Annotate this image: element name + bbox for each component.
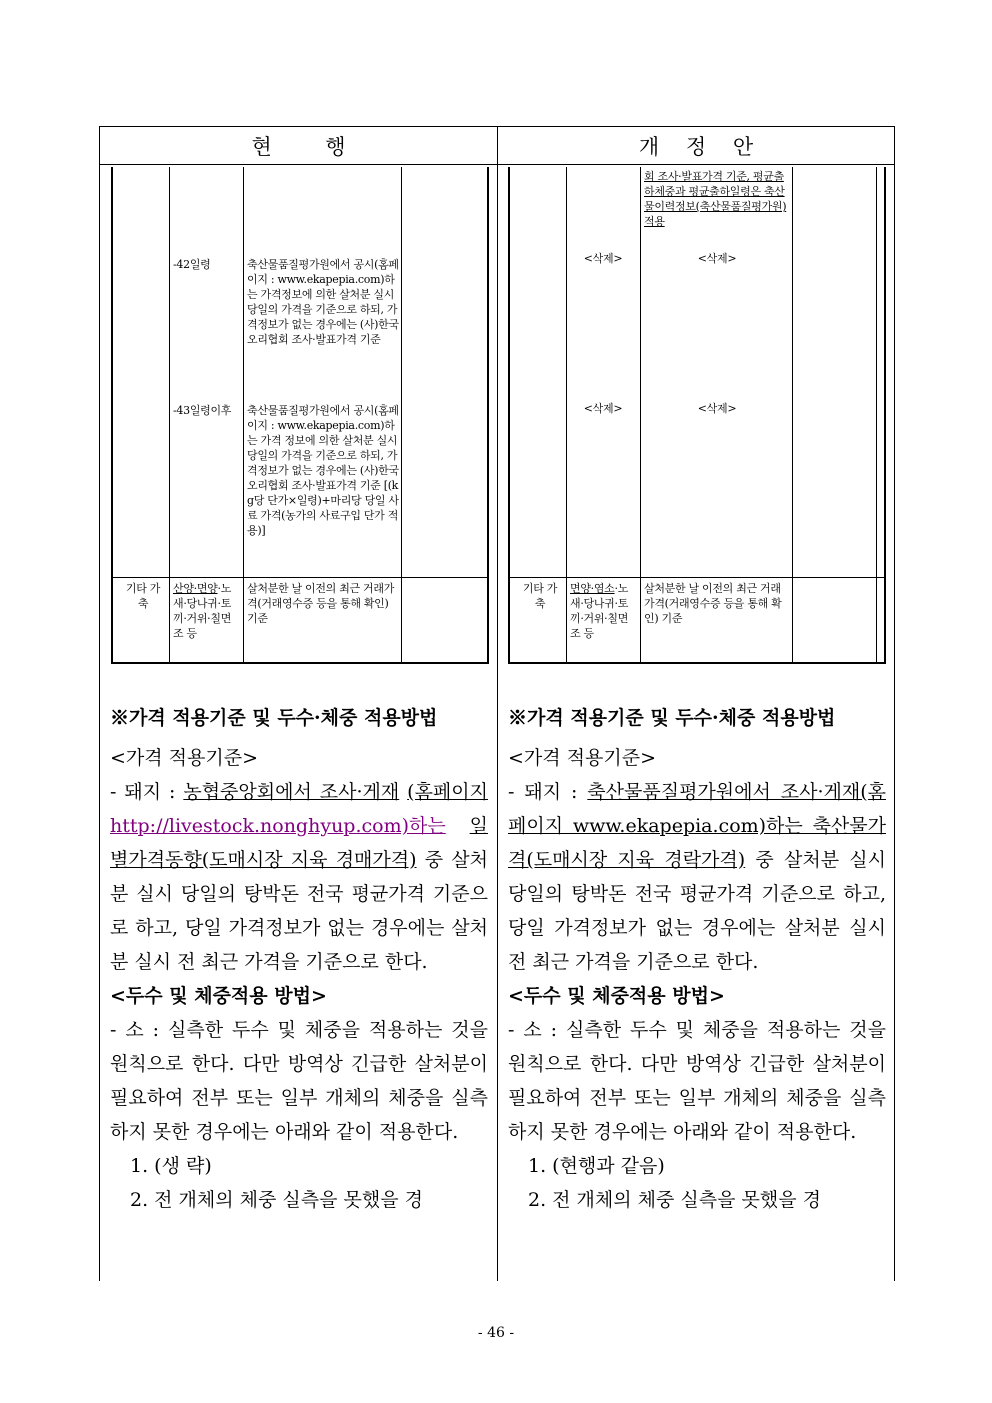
revised-notes [508, 701, 886, 1217]
nonghyup-link[interactable]: http://livestock.nonghyup.com)하는 [110, 815, 446, 837]
pig-price-rule: - 돼지 : 축산물품질평가원에서 조사·게재(홈페이지 www.ekapepia.com)하는 축산물가격(도매시장 지육 경락가격) 중 살처분 실시 당일의 탕박돈 전국 평균가격 기준으로 하고, 당일 가격정보가 없는 경우에는 살처분 실시 전 최근 가격을 기준으로 한다. [508, 781, 886, 973]
page-number: - 46 - [477, 1325, 515, 1341]
rule-item-2: 2. 전 개체의 체중 실측을 못했을 경 [130, 1189, 423, 1211]
weight-method-heading: <두수 및 체중적용 방법> [110, 985, 327, 1007]
notes-title: ※가격 적용기준 및 두수·체중 적용방법 [508, 707, 836, 729]
age-42-text: 축산물품질평가원에서 공시(홈페이지 : www.ekapepia.com)하는 가격정보에 의한 살처분 실시 당일의 가격을 기준으로 하되, 가격정보가 없는 경우에는 (사)한국오리협회 조사·발표가격 기준 [247, 258, 399, 346]
other-livestock-label: 기타 가축 [125, 582, 161, 610]
current-notes [110, 701, 488, 1217]
other-livestock-items: 면양·염소·노새·당나귀·토끼·거위·칠면조 등 [570, 582, 629, 640]
header-current: 현 행 [100, 127, 497, 165]
cow-weight-rule: - 소 : 실측한 두수 및 체중을 적용하는 것을 원칙으로 한다. 다만 방역상 긴급한 살처분이 필요하여 전부 또는 일부 개체의 체중을 실측하지 못한 경우에는 아래와 같이 적용한다. [508, 1019, 886, 1143]
column-divider [497, 127, 498, 1281]
age-43-label: -43일령이후 [173, 404, 232, 417]
other-livestock-text: 살처분한 날 이전의 최근 거래가격(거래영수증 등을 통해 확인) 기준 [247, 582, 395, 625]
pig-price-rule: - 돼지 : 농협중앙회에서 조사·게재 (홈페이지 http://livestock.nonghyup.com)하는 일별가격동향(도매시장 지육 경매가격) 중 살처분 실시 당일의 탕박돈 전국 평균가격 기준으로 하고, 당일 가격정보가 없는 경우에는 살처분 실시 전 최근 가격을 기준으로 한다. [110, 781, 488, 973]
weight-method-heading: <두수 및 체중적용 방법> [508, 985, 725, 1007]
header-revised: 개 정 안 [498, 127, 894, 165]
notes-title: ※가격 적용기준 및 두수·체중 적용방법 [110, 707, 438, 729]
deleted-mark: <삭제> [583, 402, 623, 415]
age-43-text: 축산물품질평가원에서 공시(홈페이지 : www.ekapepia.com)하는 가격 정보에 의한 살처분 실시 당일의 가격을 기준으로 하되, 가격정보가 없는 경우에는 (사)한국오리협회 조사·발표가격 기준 [(kg당 단가×일령)+마리당 당일 사료 가격(농가의 사료구입 단가 적용)] [247, 404, 399, 537]
other-livestock-label: 기타 가축 [522, 582, 558, 610]
age-42-label: -42일령 [173, 258, 211, 271]
rule-item-1: 1. (생 략) [130, 1155, 212, 1177]
deleted-mark: <삭제> [697, 402, 737, 415]
current-price-table [111, 167, 489, 664]
comparison-frame [99, 126, 895, 1281]
price-criteria-heading: <가격 적용기준> [508, 747, 657, 769]
deleted-mark: <삭제> [697, 252, 737, 265]
cow-weight-rule: - 소 : 실측한 두수 및 체중을 적용하는 것을 원칙으로 한다. 다만 방역상 긴급한 살처분이 필요하여 전부 또는 일부 개체의 체중을 실측하지 못한 경우에는 아래와 같이 적용한다. [110, 1019, 488, 1143]
deleted-mark: <삭제> [583, 252, 623, 265]
rule-item-2: 2. 전 개체의 체중 실측을 못했을 경 [528, 1189, 821, 1211]
other-livestock-text: 살처분한 날 이전의 최근 거래가격(거래영수증 등을 통해 확인) 기준 [644, 582, 782, 625]
other-livestock-items: 산양·면양·노새·당나귀·토끼·거위·칠면조 등 [173, 582, 232, 640]
revised-price-table [508, 167, 886, 664]
rule-item-1: 1. (현행과 같음) [528, 1155, 665, 1177]
price-criteria-heading: <가격 적용기준> [110, 747, 259, 769]
revised-top-text: 회 조사·발표가격 기준, 평균출하체중과 평균출하일령은 축산물이력정보(축산물품질평가원) 적용 [644, 170, 787, 228]
